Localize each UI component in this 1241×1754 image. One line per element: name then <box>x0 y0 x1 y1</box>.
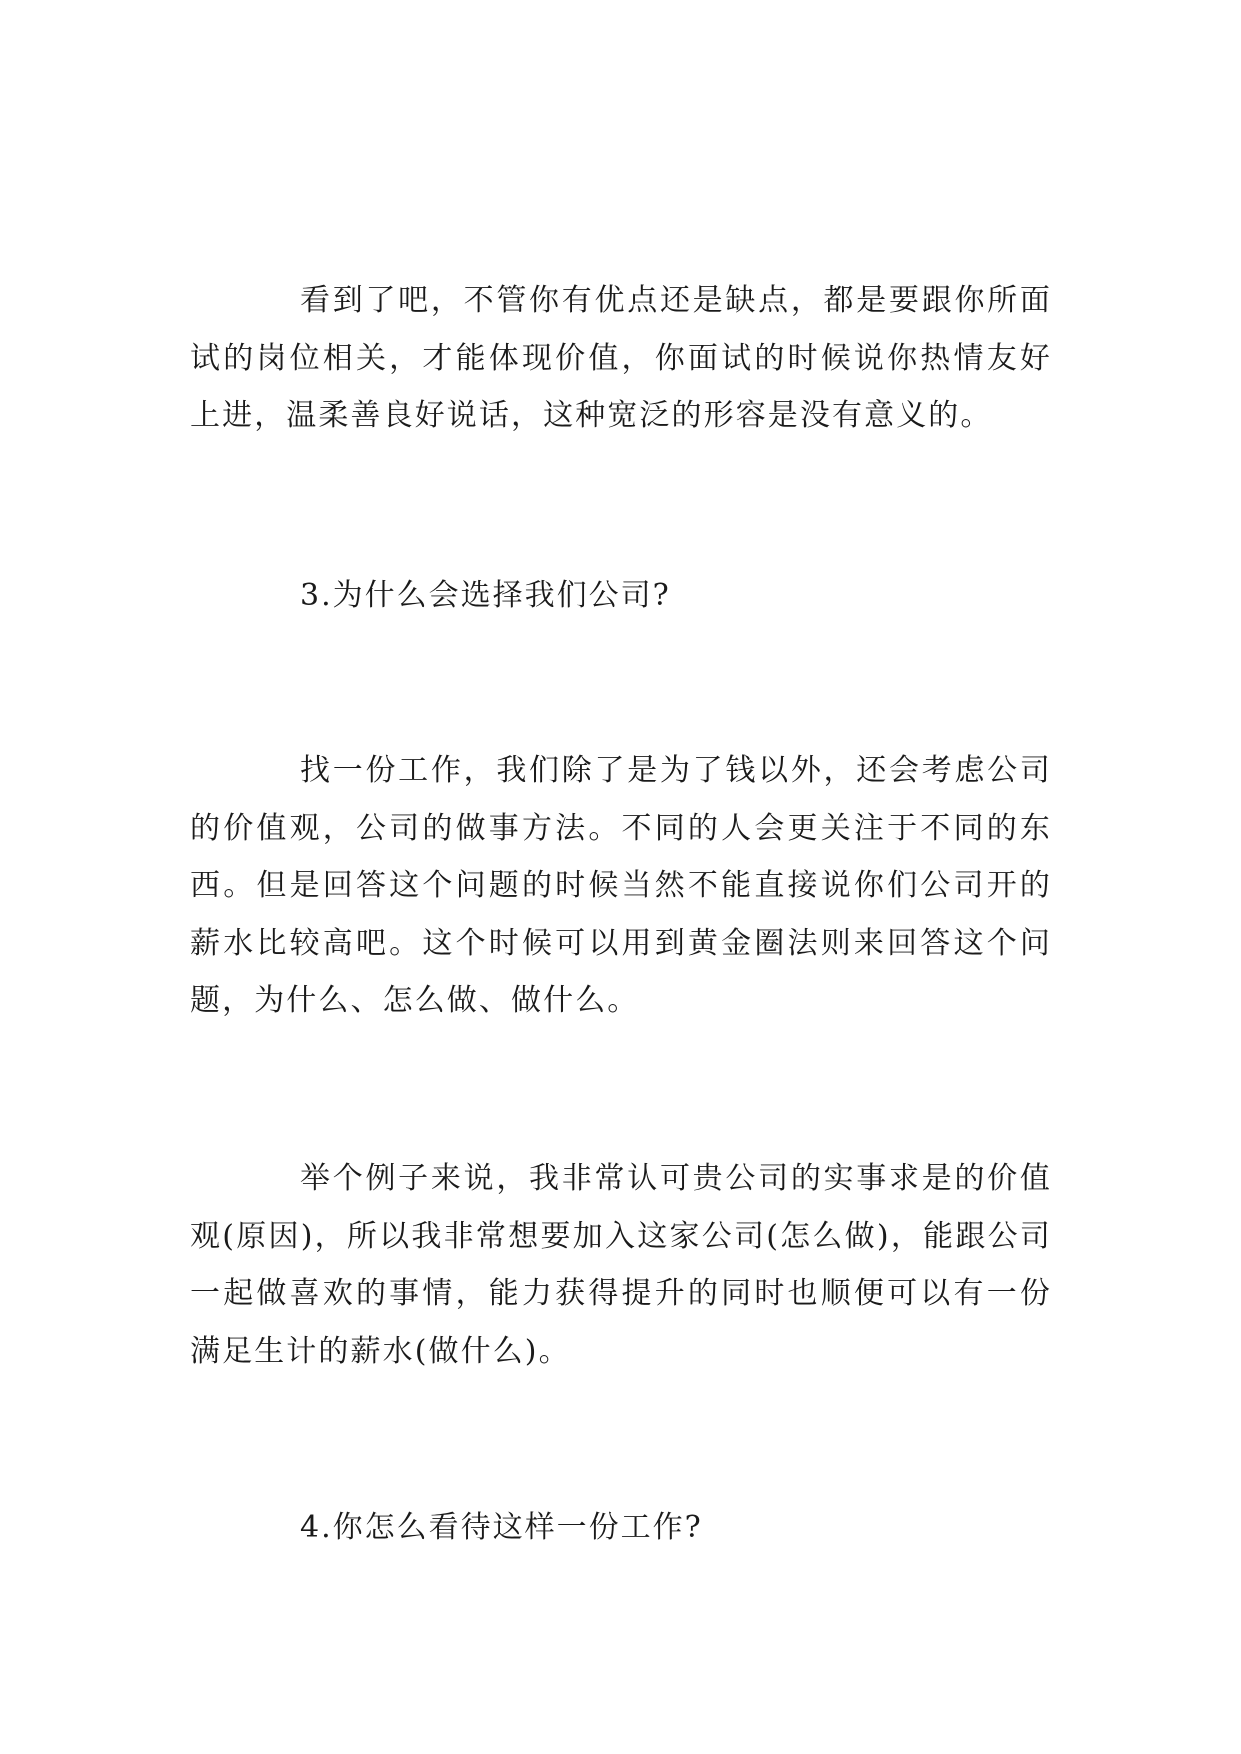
question-heading-4: 4.你怎么看待这样一份工作? <box>300 1510 703 1545</box>
paragraph-strengths-weaknesses: 看到了吧，不管你有优点还是缺点，都是要跟你所面试的岗位相关，才能体现价值，你面试的时候说你热情友好上进，温柔善良好说话，这种宽泛的形容是没有意义的。 <box>190 283 1052 433</box>
question-heading-3: 3.为什么会选择我们公司? <box>300 578 671 613</box>
paragraph-why-company: 找一份工作，我们除了是为了钱以外，还会考虑公司的价值观，公司的做事方法。不同的人会更关注于不同的东西。但是回答这个问题的时候当然不能直接说你们公司开的薪水比较高吧。这个时候可以用到黄金圈法则来回答这个问题，为什么、怎么做、做什么。 <box>190 753 1052 1018</box>
paragraph-example-answer: 举个例子来说，我非常认可贵公司的实事求是的价值观(原因)，所以我非常想要加入这家公司(怎么做)，能跟公司一起做喜欢的事情，能力获得提升的同时也顺便可以有一份满足生计的薪水(做什么)。 <box>190 1161 1052 1369</box>
